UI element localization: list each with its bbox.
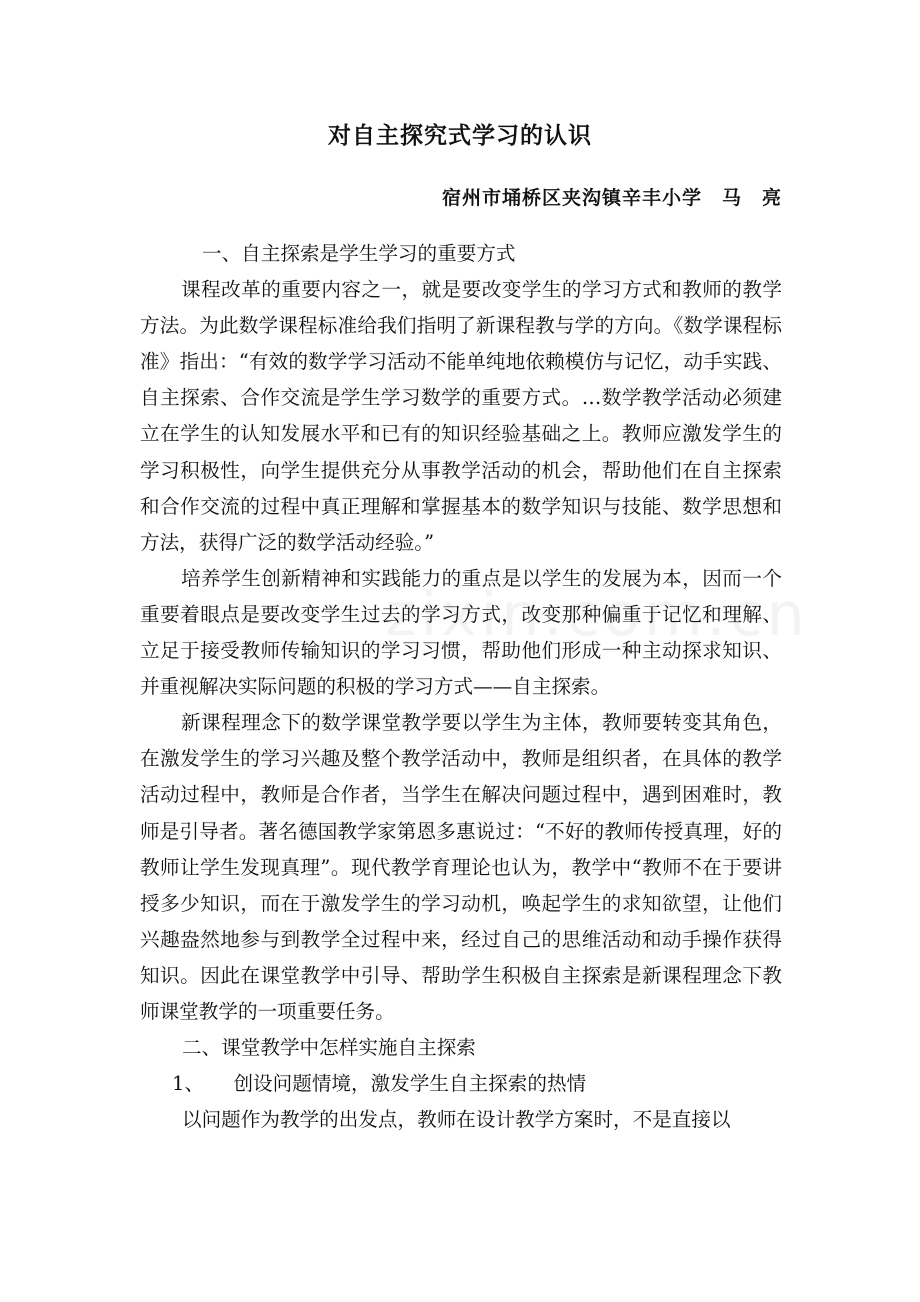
body-paragraph: 培养学生创新精神和实践能力的重点是以学生的发展为本，因而一个重要着眼点是要改变学生过去的学习方式，改变那种偏重于记忆和理解、立足于接受教师传输知识的学习习惯，帮助他们形成一种主动探求知识、并重视解决实际问题的积极的学习方式——自主探索。: [140, 566, 782, 699]
document-title: 对自主探究式学习的认识: [328, 123, 592, 149]
document-body: [140, 236, 782, 1138]
body-paragraph: 课程改革的重要内容之一，就是要改变学生的学习方式和教师的教学方法。为此数学课程标准给我们指明了新课程教与学的方向。《数学课程标准》指出：“有效的数学学习活动不能单纯地依赖模仿与记忆，动手实践、自主探索、合作交流是学生学习数学的重要方式。…数学教学活动必须建立在学生的认知发展水平和已有的知识经验基础之上。教师应激发学生的学习积极性，向学生提供充分从事教学活动的机会，帮助他们在自主探索和合作交流的过程中真正理解和掌握基本的数学知识与技能、数学思想和方法，获得广泛的数学活动经验。”: [140, 278, 782, 554]
author-line: 宿州市埇桥区夹沟镇辛丰小学 马 亮: [441, 187, 782, 209]
section-heading-2: 二、课堂教学中怎样实施自主探索: [182, 1036, 476, 1060]
subsection-heading-1: 1、 创设问题情境，激发学生自主探索的热情: [172, 1072, 587, 1096]
body-paragraph: 以问题作为教学的出发点，教师在设计教学方案时，不是直接以: [182, 1108, 731, 1132]
body-paragraph: 新课程理念下的数学课堂教学要以学生为主体，教师要转变其角色，在激发学生的学习兴趣及整个教学活动中，教师是组织者，在具体的教学活动过程中，教师是合作者，当学生在解决问题过程中，遇到困难时，教师是引导者。著名德国教学家第恩多惠说过：“不好的教师传授真理，好的教师让学生发现真理”。现代教学育理论也认为，教学中“教师不在于要讲授多少知识，而在于激发学生的学习动机，唤起学生的求知欲望，让他们兴趣盎然地参与到教学全过程中来，经过自己的思维活动和动手操作获得知识。因此在课堂教学中引导、帮助学生积极自主探索是新课程理念下教师课堂教学的一项重要任务。: [140, 711, 782, 1023]
section-heading-1: 一、自主探索是学生学习的重要方式: [202, 242, 516, 265]
